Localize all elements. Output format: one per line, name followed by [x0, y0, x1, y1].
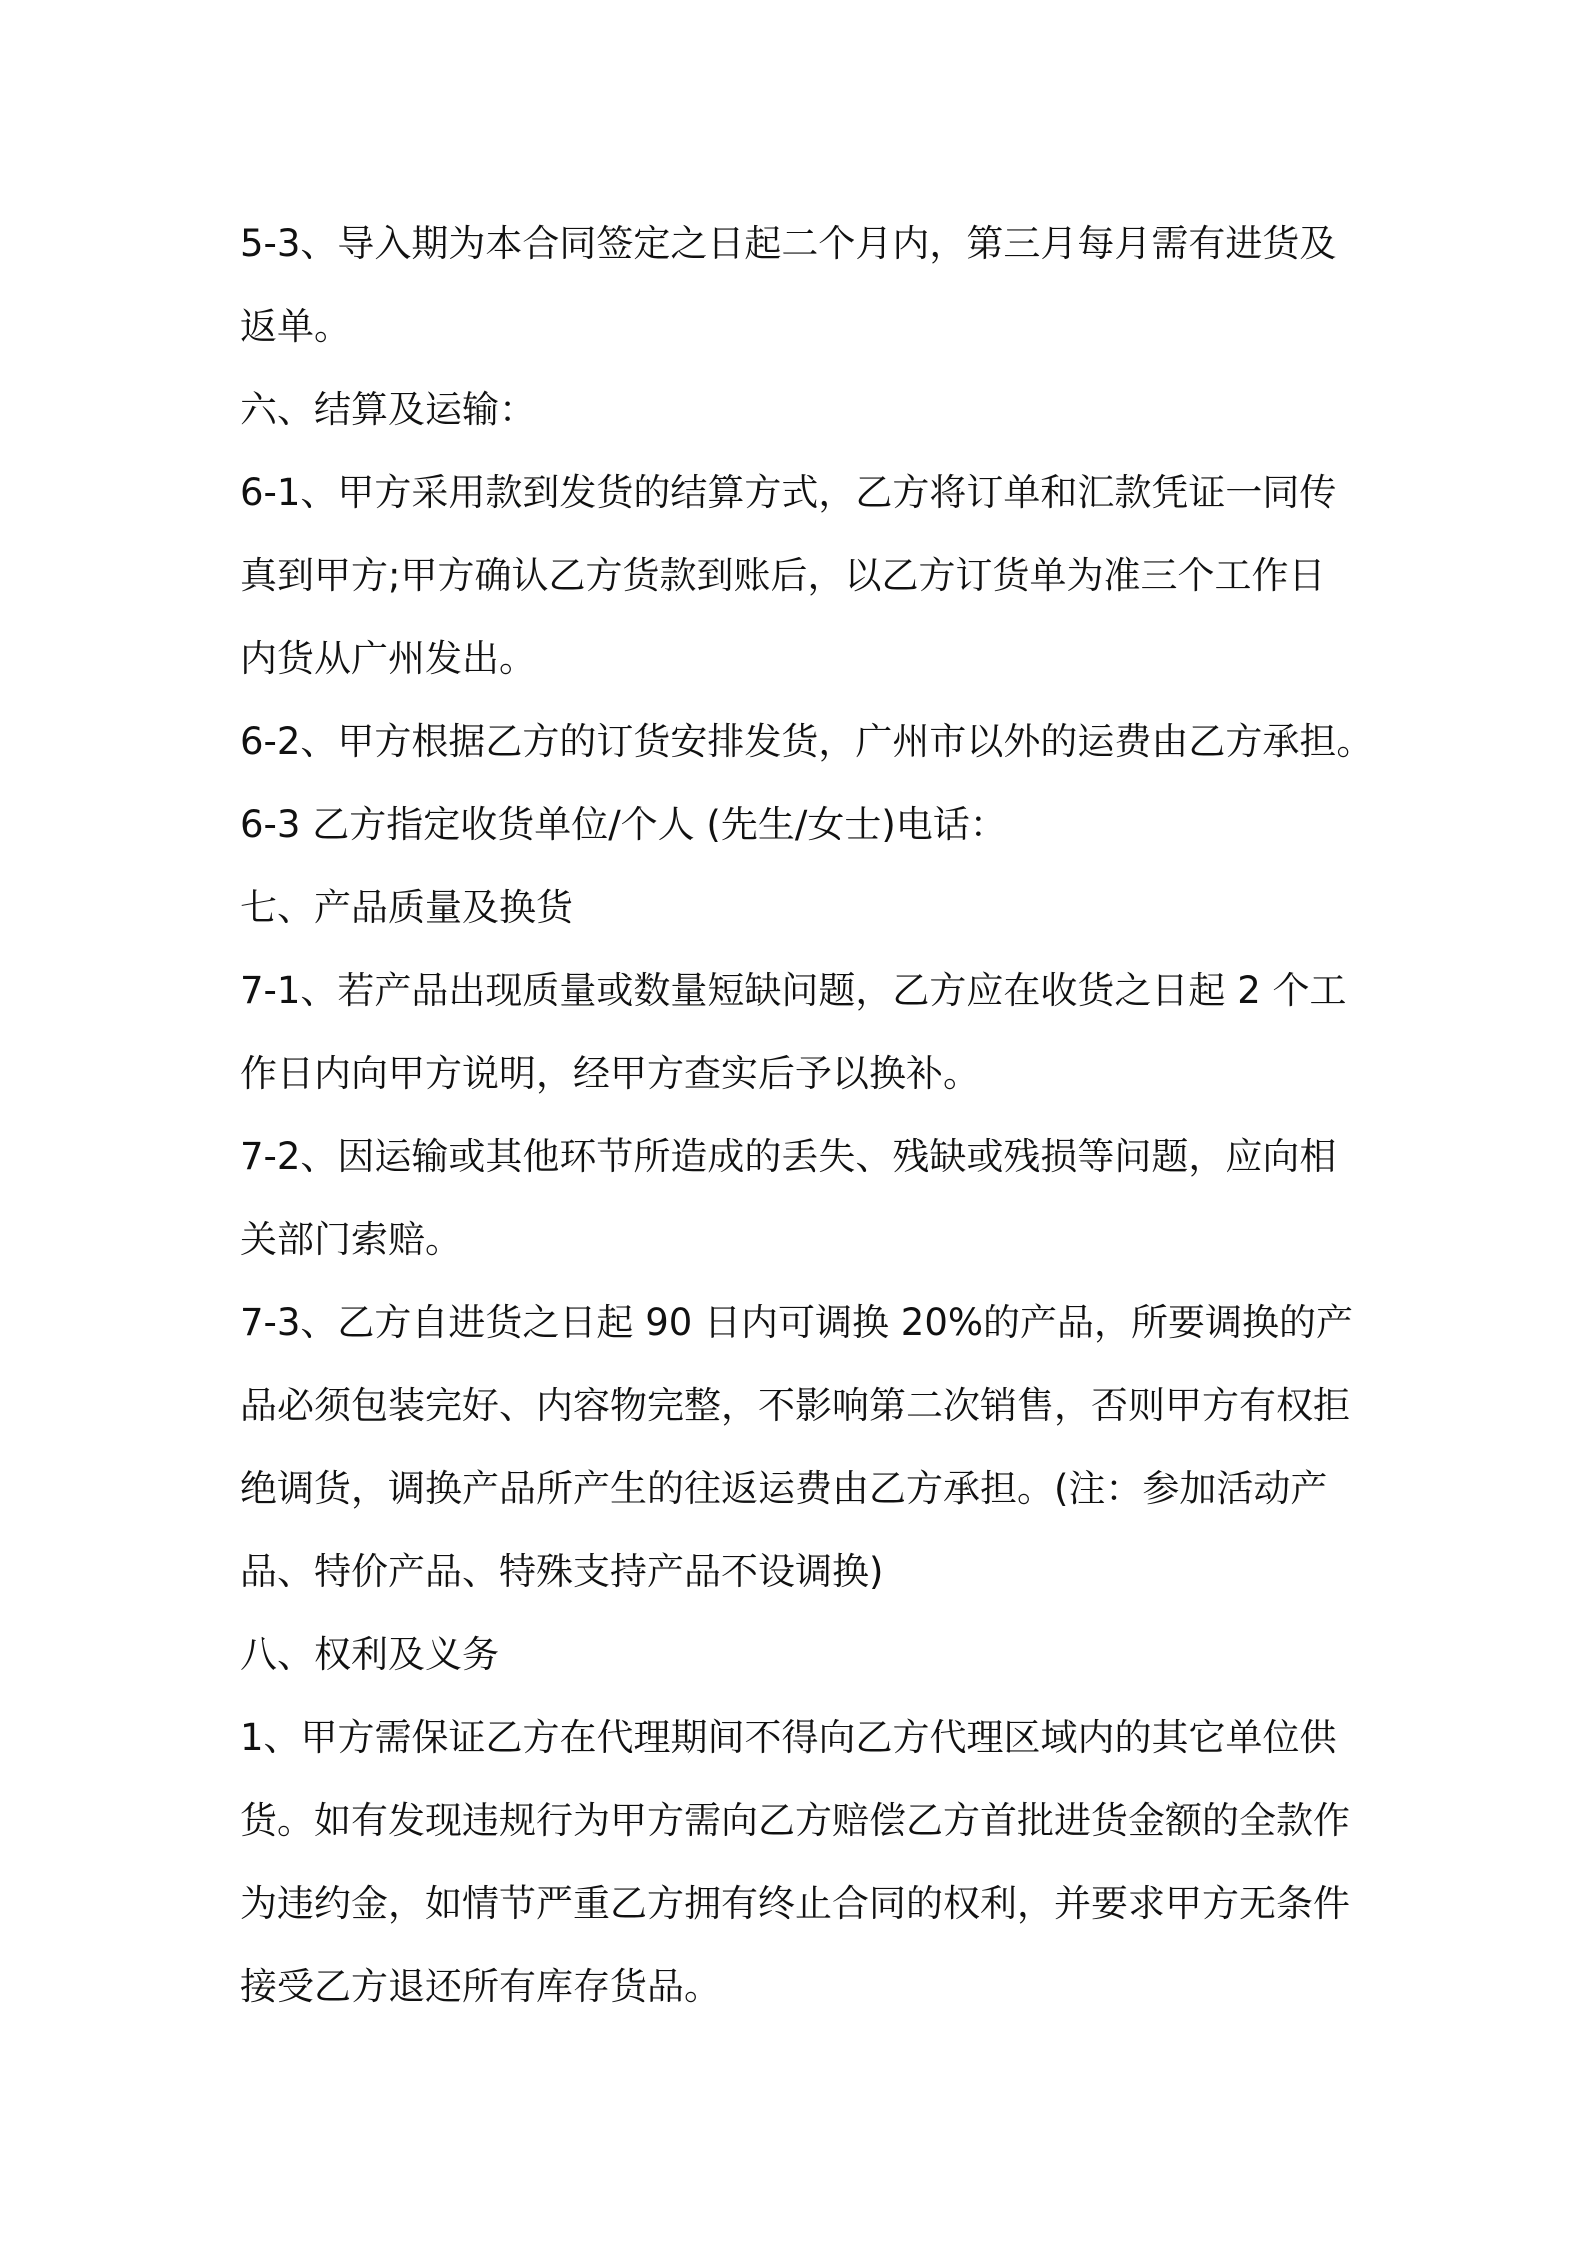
text-line: 7-2、因运输或其他环节所造成的丢失、残缺或残损等问题，应向相 [240, 1135, 1337, 1178]
text-line: 返单。 [240, 305, 351, 348]
text-line: 7-3、乙方自进货之日起 90 日内可调换 20%的产品，所要调换的产 [240, 1301, 1354, 1344]
text-line: 5-3、导入期为本合同签定之日起二个月内，第三月每月需有进货及 [240, 222, 1337, 265]
section-heading: 八、权利及义务 [240, 1633, 499, 1676]
text-line: 6-1、甲方采用款到发货的结算方式，乙方将订单和汇款凭证一同传 [240, 471, 1337, 514]
text-line: 品必须包装完好、内容物完整，不影响第二次销售，否则甲方有权拒 [240, 1384, 1350, 1427]
document-page [240, 202, 1374, 2028]
section-heading: 七、产品质量及换货 [240, 886, 573, 929]
text-line: 为违约金，如情节严重乙方拥有终止合同的权利，并要求甲方无条件 [240, 1882, 1350, 1925]
text-line: 绝调货，调换产品所产生的往返运费由乙方承担。(注：参加活动产 [240, 1467, 1328, 1510]
text-line: 7-1、若产品出现质量或数量短缺问题，乙方应在收货之日起 2 个工 [240, 969, 1347, 1012]
text-line: 1、甲方需保证乙方在代理期间不得向乙方代理区域内的其它单位供 [240, 1716, 1337, 1759]
text-line: 接受乙方退还所有库存货品。 [240, 1965, 721, 2008]
text-line: 6-2、甲方根据乙方的订货安排发货，广州市以外的运费由乙方承担。 [240, 720, 1374, 763]
text-line: 内货从广州发出。 [240, 637, 536, 680]
text-line: 货。如有发现违规行为甲方需向乙方赔偿乙方首批进货金额的全款作 [240, 1799, 1350, 1842]
text-line: 6-3 乙方指定收货单位/个人 (先生/女士)电话： [240, 803, 1007, 846]
text-line: 关部门索赔。 [240, 1218, 462, 1261]
text-line: 真到甲方;甲方确认乙方货款到账后，以乙方订货单为准三个工作日 [240, 554, 1326, 597]
section-heading: 六、结算及运输： [240, 388, 536, 431]
text-line: 作日内向甲方说明，经甲方查实后予以换补。 [240, 1052, 980, 1095]
text-line: 品、特价产品、特殊支持产品不设调换) [240, 1550, 884, 1593]
